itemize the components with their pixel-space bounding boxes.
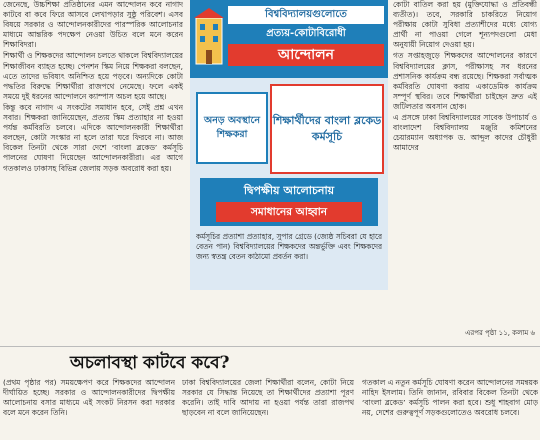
infographic bbox=[190, 0, 388, 290]
left-article-column bbox=[3, 0, 183, 340]
infographic-title-line2: প্রত্যয়-কোটাবিরোধী bbox=[266, 28, 346, 39]
paragraph: গত সপ্তাহজুড়ে শিক্ষকদের আন্দোলনের কারণে বিশ্ববিদ্যালয়ের ক্লাস, পরীক্ষাসহ সব ধরনের প্রশাসনিক কার্যক্রম বন্ধ রয়েছে। শিক্ষকরা সর্বাত্মক কর্মবিরতি ঘোষণা করায় একাডেমিক কার্যক্রম সম্পূর্ণ স্থবির। তবে শিক্ষার্থীরা চাইছেন দ্রুত এই জটিলতার অবসান হোক। bbox=[393, 51, 537, 111]
dialogue-banner bbox=[200, 178, 378, 226]
bottom-column-right bbox=[362, 378, 538, 440]
paragraph: কিন্তু কবে নাগাদ এ সংকটের সমাধান হবে, সেই প্রশ্ন এখন সবার। শিক্ষকরা জানিয়েছেন, প্রত্যয় স্কিম প্রত্যাহার না হওয়া পর্যন্ত কর্মবিরতি চলবে। এদিকে আন্দোলনকারী শিক্ষার্থীরা বলছেন, কোটা সংস্কার না হলে তারা ঘরে ফিরবে না। আজ বিকেল তিনটা থেকে সারা দেশে ‘বাংলা ব্লকেড’ কর্মসূচি পালনের ঘোষণা দিয়েছেন আন্দোলনকারীরা। এর আগে গতকালও ঢাকাসহ বিভিন্ন জেলায় সড়ক অবরোধ করা হয়। bbox=[3, 102, 183, 173]
teachers-stance-box bbox=[196, 92, 268, 164]
dialogue-banner-line1: দ্বিপক্ষীয় আলোচনায় bbox=[243, 184, 335, 197]
paragraph: কোটা বাতিল করা হয় (মুক্তিযোদ্ধা ও প্রতিবন্ধী ব্যতীত)। তবে, সরকারি চাকরিতে নিয়োগ পরীক্ষায় কোটা সুবিধা প্রত্যাশীদের মধ্যে যোগ্য প্রার্থী না পাওয়া গেলে শূন্যপদগুলো মেধা অনুযায়ী নিয়োগ দেওয়া হয়। bbox=[393, 0, 537, 50]
student-blockade-box bbox=[270, 84, 384, 174]
infographic-title-line3: আন্দোলন bbox=[228, 44, 384, 66]
bottom-column-left bbox=[3, 378, 175, 440]
university-building-icon bbox=[194, 6, 224, 66]
infographic-title-line1: বিশ্ববিদ্যালয়গুলোতে bbox=[228, 6, 384, 24]
dialogue-banner-line2: সমাধানের আহ্বান bbox=[216, 202, 362, 222]
paragraph: শিক্ষার্থী ও শিক্ষকদের আন্দোলন চলতে থাকলে বিশ্ববিদ্যালয়ের শিক্ষাজীবন ব্যাহত হচ্ছে। পেনশন স্কিম নিয়ে শিক্ষকরা বলছেন, এতে তাদের ভবিষ্যৎ অনিশ্চিত হয়ে পড়বে। অন্যদিকে কোটা পদ্ধতির বিরুদ্ধে শিক্ষার্থীরা রাজপথে নেমেছে। ফলে একই সময়ে দুই ধরনের আন্দোলনে ক্যাম্পাস অচল হয়ে আছে। bbox=[3, 51, 183, 101]
continuation-note bbox=[190, 328, 535, 340]
right-article-column bbox=[393, 0, 537, 340]
bottom-column-middle bbox=[182, 378, 354, 440]
infographic-caption: কর্মসূচির প্রত্যাশা প্রত্যাহার, সুপার গ্রেডে (জ্যেষ্ঠ সচিবরা যে হারে বেতন পান) বিশ্ববিদ্যালয়ের শিক্ষকদের অন্তর্ভুক্তি এবং শিক্ষকদের জন্য স্বতন্ত্র বেতন কাঠামো প্রবর্তন করা। bbox=[196, 232, 382, 261]
teachers-stance-text: অনড় অবস্থানে শিক্ষকরা bbox=[203, 115, 261, 140]
continuation-text: এরপর পৃষ্ঠা ১১, কলাম ৬ bbox=[465, 329, 535, 337]
page-headline: অচলাবস্থা কাটবে কবে? bbox=[70, 353, 230, 373]
paragraph: ঢাকা বিশ্ববিদ্যালয়ের জেলা শিক্ষার্থীরা বলেন, কোটা নিয়ে সরকার যে সিদ্ধান্ত নিয়েছে তা শিক্ষার্থীদের প্রত্যাশা পূরণ করেনি। তাই দাবি আদায় না হওয়া পর্যন্ত তারা রাজপথ ছাড়বেন না বলে জানিয়েছেন। bbox=[182, 378, 354, 418]
paragraph: এ প্রসঙ্গে ঢাকা বিশ্ববিদ্যালয়ের সাবেক উপাচার্য ও বাংলাদেশ বিশ্ববিদ্যালয় মঞ্জুরি কমিশনের চেয়ারম্যান অধ্যাপক ড. আব্দুল কাদের চৌধুরী আমাদের bbox=[393, 113, 537, 153]
student-blockade-text: শিক্ষার্থীদের বাংলা ব্লকেড কর্মসূচি bbox=[272, 114, 382, 143]
infographic-header bbox=[190, 0, 388, 78]
paragraph: (প্রথম পৃষ্ঠার পর) সময়ক্ষেপণ করে শিক্ষকদের আন্দোলন দীর্ঘায়িত হচ্ছে। সরকার ও আন্দোলনকারীদের দ্বিপক্ষীয় আলোচনায় বসার মাধ্যমে এই সংকট নিরসন করা দরকার বলে মনে করেন তিনি। bbox=[3, 378, 175, 418]
paragraph: গতকাল এ নতুন কর্মসূচি ঘোষণা করেন আন্দোলনের সমন্বয়ক নাহিদ ইসলাম। তিনি জানান, রবিবার বিকেল তিনটা থেকে ‘বাংলা ব্লকেড’ কর্মসূচি পালন করা হবে। শুধু শাহবাগ মোড় নয়, দেশের গুরুত্বপূর্ণ সড়কগুলোতেও অবরোধ চলবে। bbox=[362, 378, 538, 418]
paragraph: জেনেছে, উচ্চশিক্ষা প্রতিষ্ঠানের এমন আন্দোলন কবে নাগাদ কাটবে বা কবে ফিরে আসবে লেখাপড়ার সুষ্ঠু পরিবেশ। এসব বিষয়ে সরকার ও আন্দোলনকারীদের পারস্পরিক আলোচনার মাধ্যমে আন্তরিক পদক্ষেপ নেওয়া উচিত বলে মনে করেন শিক্ষাবিদরা। bbox=[3, 0, 183, 50]
section-divider bbox=[0, 346, 540, 347]
